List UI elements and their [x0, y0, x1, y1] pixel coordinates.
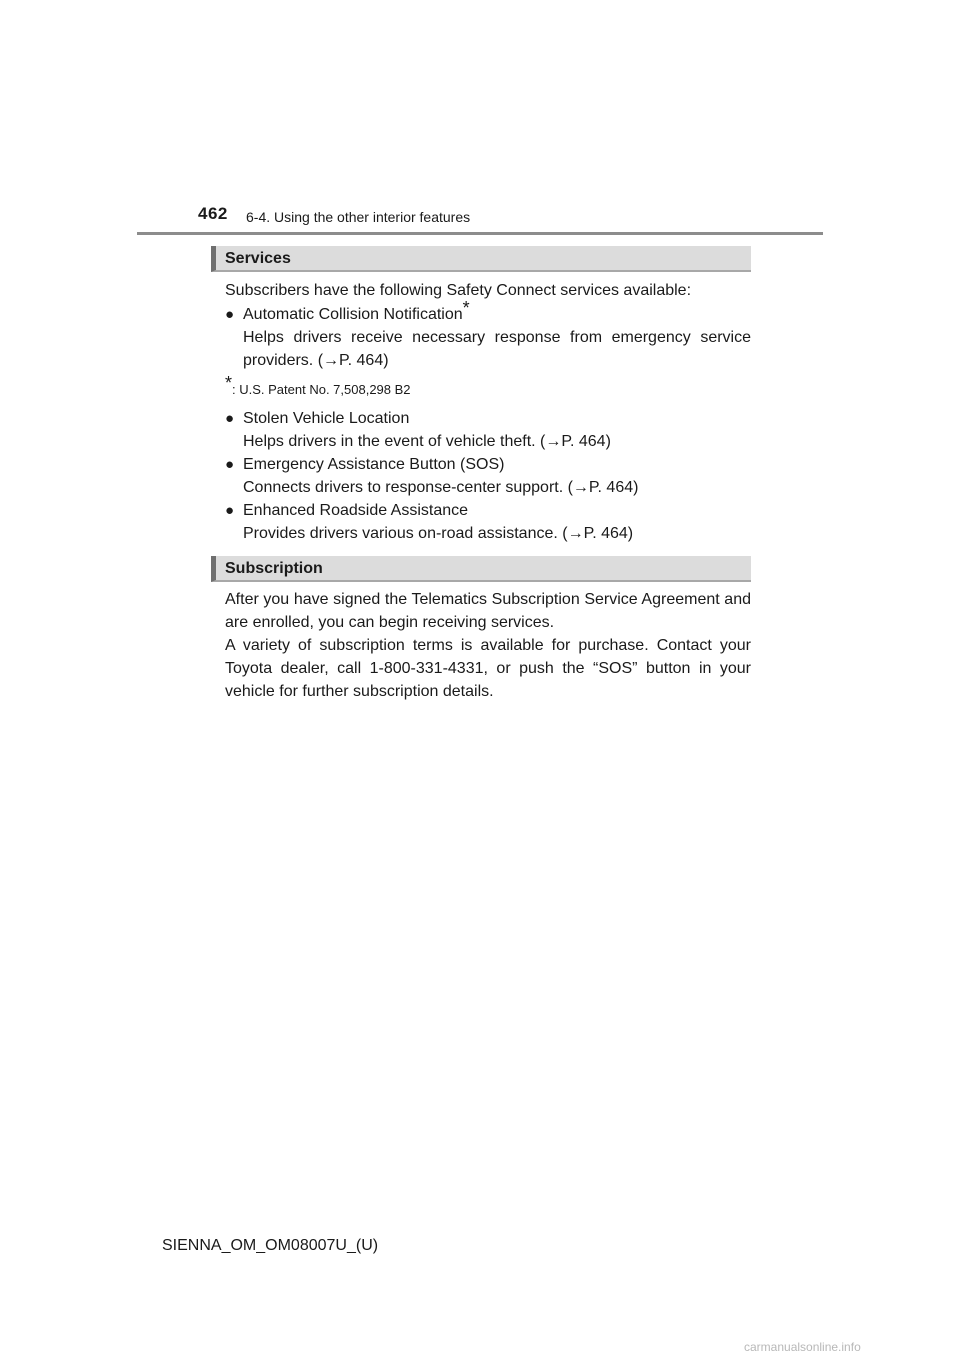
services-intro: Subscribers have the following Safety Connect services available:	[225, 282, 692, 299]
asterisk-marker: *	[462, 298, 470, 318]
header-rule	[137, 232, 823, 235]
subscription-heading	[211, 556, 751, 582]
footer-doc-code: SIENNA_OM_OM08007U_(U)	[162, 1237, 379, 1254]
services-heading	[211, 246, 751, 272]
service-item-title: Stolen Vehicle Location	[243, 410, 410, 427]
service-item-body: Helps drivers in the event of vehicle theft. (→P. 464)	[243, 433, 611, 450]
service-item-title: Enhanced Roadside Assistance	[243, 502, 469, 519]
service-item-automatic-collision	[211, 298, 751, 372]
service-item-title: Emergency Assistance Button (SOS)	[243, 456, 505, 473]
subscription-paragraph-1: After you have signed the Telematics Subscription Service Agreement and are enrolled, you can begin receiving services.	[225, 591, 751, 631]
service-item-stolen-vehicle	[211, 407, 751, 453]
bullet-icon: ●	[225, 502, 235, 519]
bullet-icon: ●	[225, 456, 235, 473]
bullet-icon: ●	[225, 306, 235, 323]
section-path: 6-4. Using the other interior features	[246, 209, 471, 225]
service-item-roadside	[211, 499, 751, 545]
service-item-body: Provides drivers various on-road assistance. (→P. 464)	[243, 525, 634, 542]
service-item-body: Connects drivers to response-center support. (→P. 464)	[243, 479, 639, 496]
service-item-body: Helps drivers receive necessary response from emergency service providers. (→P. 464)	[243, 329, 751, 369]
subscription-paragraph-2: A variety of subscription terms is available for purchase. Contact your Toyota dealer, call 1-800-331-4331, or push the “SOS” button in your vehicle for further subscription details.	[225, 637, 751, 700]
watermark: carmanualsonline.info	[744, 1340, 861, 1354]
subscription-heading-text: Subscription	[225, 559, 323, 577]
bullet-icon: ●	[225, 410, 235, 427]
services-heading-text: Services	[225, 249, 291, 267]
footnote-text: : U.S. Patent No. 7,508,298 B2	[232, 382, 411, 397]
page-number: 462	[198, 204, 228, 223]
service-item-emergency-button	[211, 453, 751, 499]
patent-footnote	[211, 373, 751, 401]
footnote-marker: *	[225, 373, 233, 393]
page-content	[211, 246, 751, 703]
service-item-title: Automatic Collision Notification	[243, 306, 463, 323]
